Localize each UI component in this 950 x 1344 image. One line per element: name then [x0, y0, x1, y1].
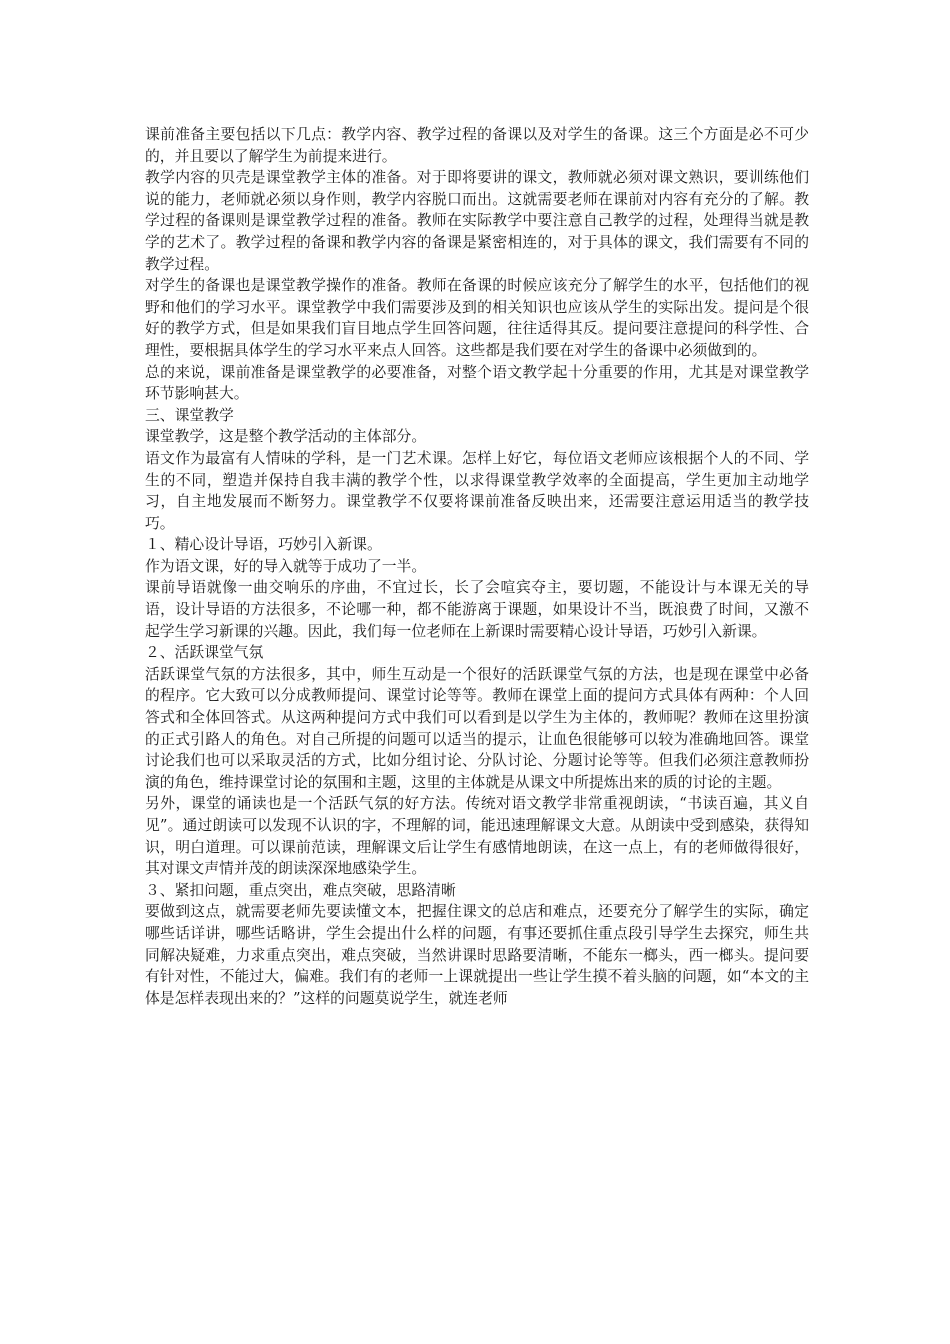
- paragraph-student-prep: 对学生的备课也是课堂教学操作的准备。教师在备课的时候应该充分了解学生的水平，包括他们的视野和他们的学习水平。课堂教学中我们需要涉及到的相关知识也应该从学生的实际出发。提问是个很好的教学方式，但是如果我们盲目地点学生回答问题，往往适得其反。提问要注意提问的科学性、合理性，要根据具体学生的学习水平来点人回答。这些都是我们要在对学生的备课中必须做到的。: [145, 277, 809, 359]
- paragraph-reading-aloud: 另外，课堂的诵读也是一个活跃气氛的好方法。传统对语文教学非常重视朗读，“书读百遍，其义自见”。通过朗读可以发现不认识的字，不理解的词，能迅速理解课文大意。从朗读中受到感染，获得知识，明白道理。可以课前范读，理解课文后让学生有感情地朗读，在这一点上，有的老师做得很好，其对课文声情并茂的朗读深深地感染学生。: [145, 795, 809, 878]
- subheading-lead-in: １、精心设计导语，巧妙引入新课。: [145, 536, 382, 554]
- subheading-atmosphere: ２、活跃课堂气氛: [145, 644, 264, 662]
- paragraph-interaction: 活跃课堂气氛的方法很多，其中，师生互动是一个很好的活跃课堂气氛的方法，也是现在课堂中必备的程序。它大致可以分成教师提问、课堂讨论等等。教师在课堂上面的提问方式具体有两种：个人回答式和全体回答式。从这两种提问方式中我们可以看到是以学生为主体的，教师呢？教师在这里扮演的正式引路人的角色。对自己所提的问题可以适当的提示，让血色很能够可以较为准确地回答。课堂讨论我们也可以采取灵活的方式，比如分组讨论、分队讨论、分题讨论等等。但我们必须注意教师扮演的角色，维持课堂讨论的氛围和主题，这里的主体就是从课文中所提炼出来的质的讨论的主题。: [145, 665, 809, 791]
- paragraph-content-prep: 教学内容的贝壳是课堂教学主体的准备。对于即将要讲的课文，教师就必须对课文熟识，要训练他们说的能力，老师就必须以身作则，教学内容脱口而出。这就需要老师在课前对内容有充分的了解。教学过程的备课则是课堂教学过程的准备。教师在实际教学中要注意自己教学的过程，处理得当就是教学的艺术了。教学过程的备课和教学内容的备课是紧密相连的，对于具体的课文，我们需要有不同的教学过程。: [145, 169, 809, 273]
- paragraph-chinese-as-art: 语文作为最富有人情味的学科，是一门艺术课。怎样上好它，每位语文老师应该根据个人的不同、学生的不同，塑造并保持自我丰满的教学个性，以求得课堂教学效率的全面提高，学生更加主动地学习，自主地发展而不断努力。课堂教学不仅要将课前准备反映出来，还需要注意运用适当的教学技巧。: [145, 449, 809, 532]
- paragraph-focus-questions: 要做到这点，就需要老师先要读懂文本，把握住课文的总店和难点，还要充分了解学生的实际，确定哪些话详讲，哪些话略讲，学生会提出什么样的问题，有事还要抓住重点段引导学生去探究，师生共同解决疑难，力求重点突出，难点突破，当然讲课时思路要清晰，不能东一榔头，西一榔头。提问要有针对性，不能过大，偏难。我们有的老师一上课就提出一些让学生摸不着头脑的问题，如“本文的主体是怎样表现出来的？”这样的问题莫说学生，就连老师: [145, 903, 809, 1007]
- paragraph-classroom-intro: 课堂教学，这是整个教学活动的主体部分。: [145, 428, 427, 446]
- document-body: [145, 124, 809, 1009]
- paragraph-lead-in-design: 课前导语就像一曲交响乐的序曲，不宜过长，长了会喧宾夺主，要切题，不能设计与本课无关的导语，设计导语的方法很多，不论哪一种，都不能游离于课题，如果设计不当，既浪费了时间，又激不起学生学习新课的兴趣。因此，我们每一位老师在上新课时需要精心设计导语，巧妙引入新课。: [145, 579, 809, 640]
- paragraph-prep-overview: 课前准备主要包括以下几点：教学内容、教学过程的备课以及对学生的备课。这三个方面是必不可少的，并且要以了解学生为前提来进行。: [145, 126, 809, 165]
- section-heading-classroom-teaching: 三、课堂教学: [145, 406, 234, 424]
- subheading-focus-questions: ３、紧扣问题，重点突出，难点突破，思路清晰: [145, 881, 456, 899]
- paragraph-lead-in-importance: 作为语文课，好的导入就等于成功了一半。: [145, 557, 427, 575]
- paragraph-summary: 总的来说，课前准备是课堂教学的必要准备，对整个语文教学起十分重要的作用，尤其是对课堂教学环节影响甚大。: [145, 363, 809, 403]
